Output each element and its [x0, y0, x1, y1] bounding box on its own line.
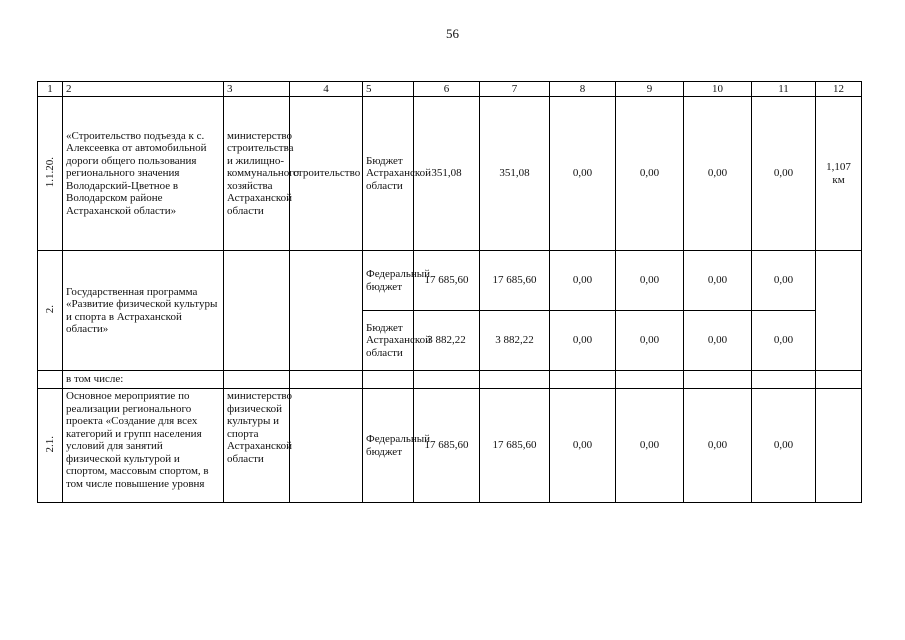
value-col11: 0,00	[752, 311, 816, 371]
budget-table	[37, 81, 862, 503]
subsection-label: в том числе:	[63, 371, 224, 389]
value-col8: 0,00	[550, 389, 616, 503]
column-header: 2	[63, 82, 224, 97]
empty-cell	[414, 371, 480, 389]
value-col6: 351,08	[414, 97, 480, 251]
empty-cell	[816, 371, 862, 389]
column-header: 12	[816, 82, 862, 97]
executor-empty	[224, 251, 290, 371]
executor: министерство физической культуры и спорта Астраханской области	[224, 389, 290, 503]
value-col9: 0,00	[616, 251, 684, 311]
value-col12: 1,107 км	[816, 97, 862, 251]
column-header: 1	[38, 82, 63, 97]
column-number-row	[38, 82, 862, 97]
value-col10: 0,00	[684, 389, 752, 503]
table-row	[38, 97, 862, 251]
column-header: 7	[480, 82, 550, 97]
work-type-empty	[290, 251, 363, 371]
value-col10: 0,00	[684, 311, 752, 371]
funding-source: Бюджет Астраханской области	[363, 97, 414, 251]
row-number-cell	[38, 97, 63, 251]
column-header: 11	[752, 82, 816, 97]
column-header: 10	[684, 82, 752, 97]
value-col7: 17 685,60	[480, 389, 550, 503]
column-header: 9	[616, 82, 684, 97]
value-col6: 17 685,60	[414, 251, 480, 311]
empty-cell	[752, 371, 816, 389]
row-number: 2.1.	[43, 435, 56, 452]
row-number-cell	[38, 251, 63, 371]
value-col10: 0,00	[684, 97, 752, 251]
empty-cell	[224, 371, 290, 389]
empty-cell	[363, 371, 414, 389]
executor: министерство строительства и жилищно-коммунального хозяйства Астраханской области	[224, 97, 290, 251]
empty-cell	[550, 371, 616, 389]
funding-source: Федеральный бюджет	[363, 251, 414, 311]
empty-cell	[616, 371, 684, 389]
value-col9: 0,00	[616, 311, 684, 371]
empty-cell	[684, 371, 752, 389]
value-col11: 0,00	[752, 389, 816, 503]
value-col11: 0,00	[752, 251, 816, 311]
value-col9: 0,00	[616, 389, 684, 503]
table-row	[38, 371, 862, 389]
value-col11: 0,00	[752, 97, 816, 251]
table-row	[38, 251, 862, 311]
value-col7: 17 685,60	[480, 251, 550, 311]
column-header: 4	[290, 82, 363, 97]
value-col7: 3 882,22	[480, 311, 550, 371]
work-type: строительство	[290, 97, 363, 251]
empty-cell	[480, 371, 550, 389]
funding-source: Бюджет Астраханской области	[363, 311, 414, 371]
table-row	[38, 389, 862, 503]
value-col10: 0,00	[684, 251, 752, 311]
item-name: Основное мероприятие по реализации регионального проекта «Создание для всех категорий и групп населения условий для занятий физической культурой и спортом, массовым спортом, в том числе повышение уровня	[63, 389, 224, 503]
work-type-empty	[290, 389, 363, 503]
value-col6: 17 685,60	[414, 389, 480, 503]
row-number: 2.	[43, 305, 56, 314]
value-col8: 0,00	[550, 251, 616, 311]
column-header: 3	[224, 82, 290, 97]
value-col7: 351,08	[480, 97, 550, 251]
funding-source: Федеральный бюджет	[363, 389, 414, 503]
empty-cell	[38, 371, 63, 389]
value-col8: 0,00	[550, 311, 616, 371]
column-header: 8	[550, 82, 616, 97]
row-number: 1.1.20.	[43, 156, 56, 187]
value-col8: 0,00	[550, 97, 616, 251]
value-col9: 0,00	[616, 97, 684, 251]
item-name: Государственная программа «Развитие физической культуры и спорта в Астраханской области»	[63, 251, 224, 371]
value-col12-empty	[816, 251, 862, 371]
item-name: «Строительство подъезда к с. Алексеевка от автомобильной дороги общего пользования регионального значения Володарский-Цветное в Володарском районе Астраханской области»	[63, 97, 224, 251]
column-header: 6	[414, 82, 480, 97]
empty-cell	[290, 371, 363, 389]
column-header: 5	[363, 82, 414, 97]
row-number-cell	[38, 389, 63, 503]
page-number: 56	[446, 26, 459, 41]
value-col12-empty	[816, 389, 862, 503]
value-col6: 3 882,22	[414, 311, 480, 371]
